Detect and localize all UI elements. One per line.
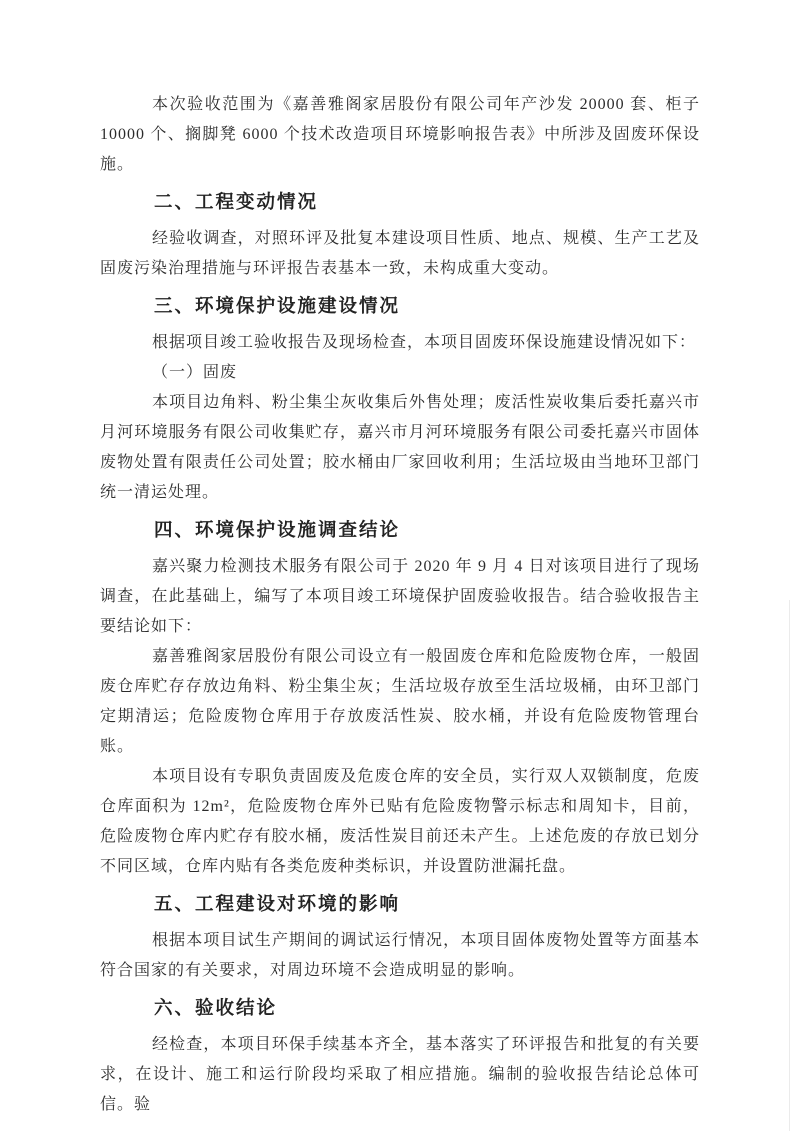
heading-section-6-acceptance-conclusion: 六、验收结论: [154, 999, 278, 1019]
paragraph-hazardous-waste-management: 本项目设有专职负责固废及危废仓库的安全员，实行双人双锁制度，危废仓库面积为 12m²，危险废物仓库外已贴有危险废物警示标志和周知卡，目前，危险废物仓库内贮存有胶水桶，废活性炭目前还未产生。上述危废的存放已划分不同区域，仓库内贴有各类危废种类标识，并设置防泄漏托盘。: [100, 768, 700, 875]
paragraph-solid-waste-subheading: （一）固废: [152, 364, 238, 381]
heading-section-5-environmental-impact: 五、工程建设对环境的影响: [154, 895, 401, 915]
heading-section-4-survey-conclusion: 四、环境保护设施调查结论: [154, 521, 401, 541]
scan-edge-artifact: [789, 600, 790, 1131]
heading-section-2-project-changes: 二、工程变动情况: [154, 193, 319, 213]
paragraph-warehouse-setup: 嘉善雅阁家居股份有限公司设立有一般固废仓库和危险废物仓库，一般固废仓库贮存存放边角料、粉尘集尘灰；生活垃圾存放至生活垃圾桶，由环卫部门定期清运；危险废物仓库用于存放废活性炭、胶水桶，并设有危险废物管理台账。: [100, 648, 700, 755]
paragraph-environmental-impact: 根据本项目试生产期间的调试运行情况，本项目固体废物处置等方面基本符合国家的有关要求，对周边环境不会造成明显的影响。: [100, 932, 700, 979]
paragraph-acceptance-conclusion: 经检查，本项目环保手续基本齐全，基本落实了环评报告和批复的有关要求，在设计、施工和运行阶段均采取了相应措施。编制的验收报告结论总体可信。验: [100, 1036, 700, 1113]
document-body: [100, 90, 700, 1120]
paragraph-acceptance-scope: 本次验收范围为《嘉善雅阁家居股份有限公司年产沙发 20000 套、柜子 10000 个、搁脚凳 6000 个技术改造项目环境影响报告表》中所涉及固废环保设施。: [100, 96, 700, 173]
paragraph-solid-waste-disposal: 本项目边角料、粉尘集尘灰收集后外售处理；废活性炭收集后委托嘉兴市月河环境服务有限公司收集贮存，嘉兴市月河环境服务有限公司委托嘉兴市固体废物处置有限责任公司处置；胶水桶由厂家回收利用；生活垃圾由当地环卫部门统一清运处理。: [100, 394, 700, 501]
paragraph-project-changes: 经验收调查，对照环评及批复本建设项目性质、地点、规模、生产工艺及固废污染治理措施与环评报告表基本一致，未构成重大变动。: [100, 230, 700, 277]
paragraph-site-survey: 嘉兴聚力检测技术服务有限公司于 2020 年 9 月 4 日对该项目进行了现场调查，在此基础上，编写了本项目竣工环境保护固废验收报告。结合验收报告主要结论如下：: [100, 558, 700, 635]
heading-section-3-facility-construction: 三、环境保护设施建设情况: [154, 297, 401, 317]
paragraph-facility-construction-intro: 根据项目竣工验收报告及现场检查，本项目固废环保设施建设情况如下：: [152, 334, 697, 351]
